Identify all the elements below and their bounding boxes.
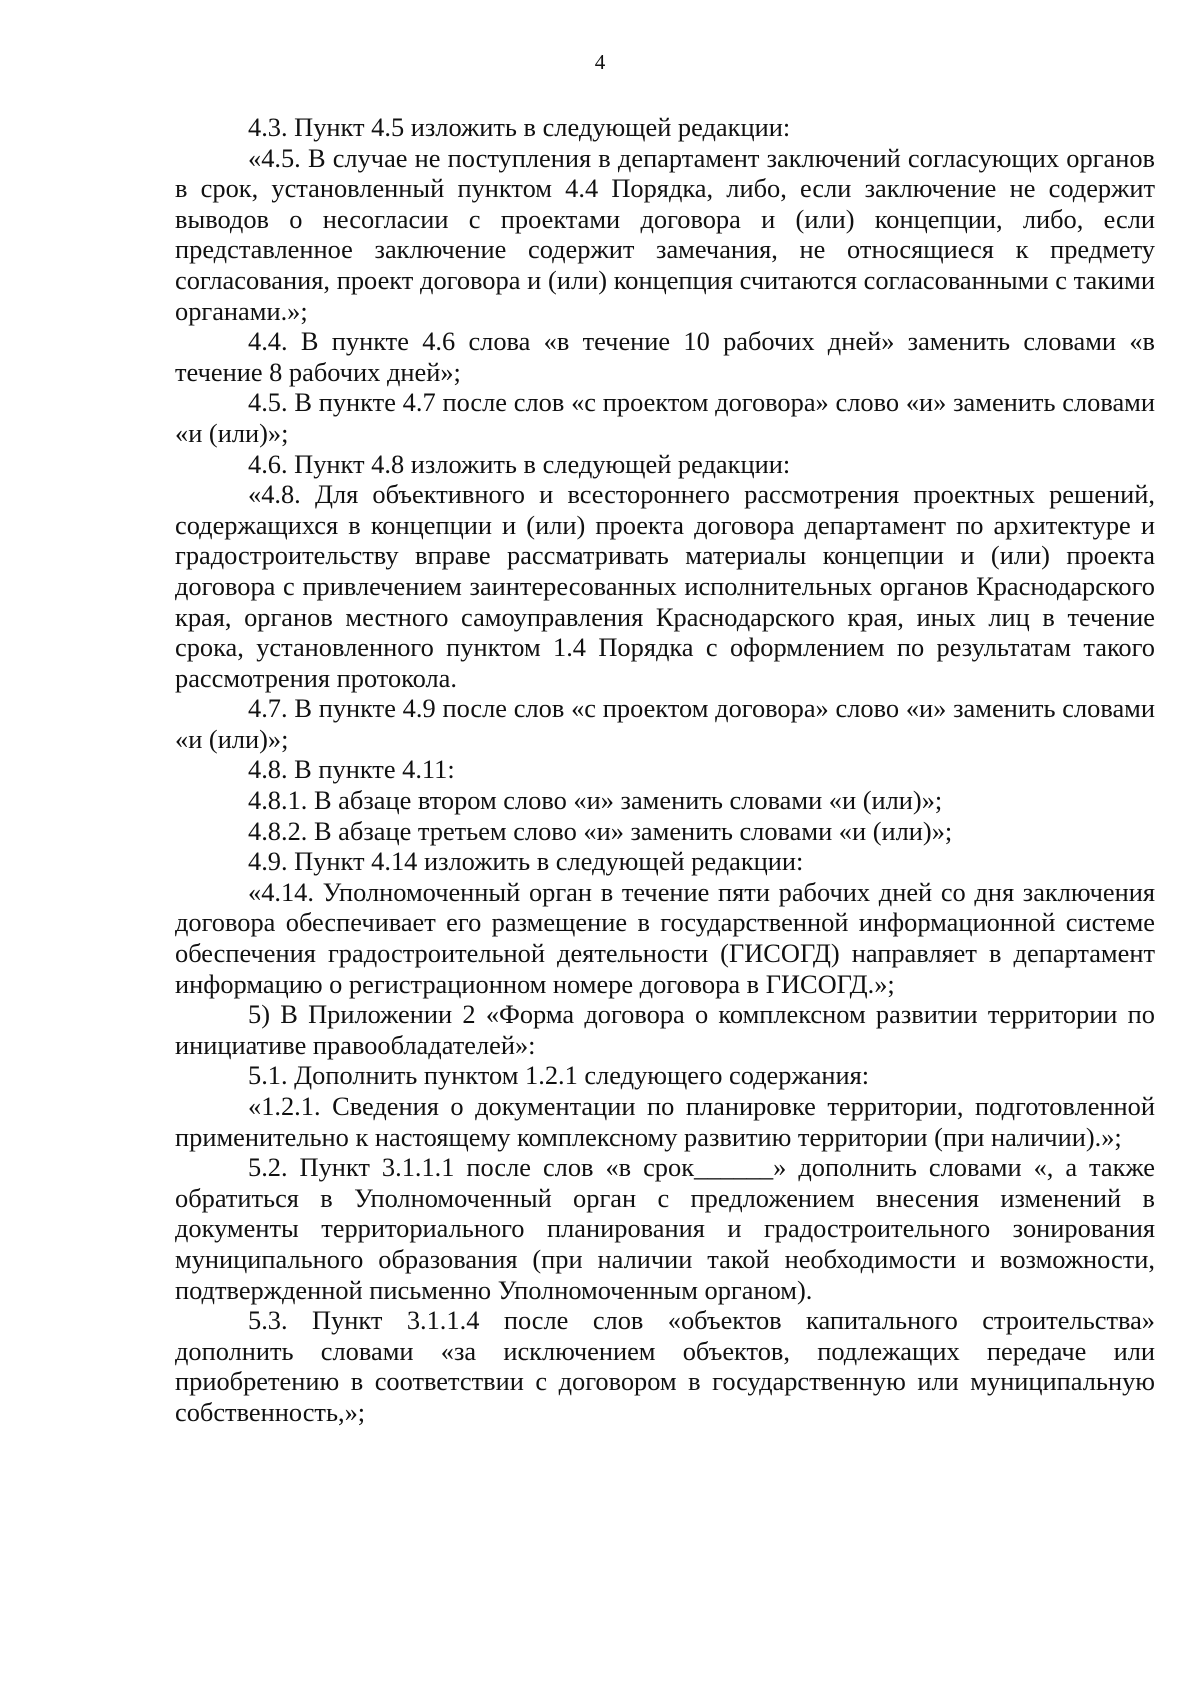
paragraph-5-3: 5.3. Пункт 3.1.1.4 после слов «объектов капитального строительства» дополнить словами «за исключением объектов, подлежащих передаче или приобретению в соответствии с договором в государственную или муниципальную собственность,»;	[175, 1305, 1155, 1427]
paragraph-4-9: 4.9. Пункт 4.14 изложить в следующей редакции:	[248, 846, 804, 877]
paragraph-4-5: 4.5. В пункте 4.7 после слов «с проектом договора» слово «и» заменить словами «и (или)»;	[175, 387, 1155, 448]
paragraph-4-8: 4.8. В пункте 4.11:	[248, 754, 455, 785]
paragraph-4-6: 4.6. Пункт 4.8 изложить в следующей редакции:	[248, 448, 791, 479]
paragraph-quote-4-5: «4.5. В случае не поступления в департамент заключений согласующих органов в срок, установленный пунктом 4.4 Порядка, либо, если заключение не содержит выводов о несогласии с проектами договора и (или) концепции, либо, если представленное заключение содержит замечания, не относящиеся к предмету согласования, проект договора и (или) концепция считаются согласованными с такими органами.»;	[175, 142, 1155, 326]
paragraph-4-3: 4.3. Пункт 4.5 изложить в следующей редакции:	[248, 112, 791, 142]
paragraph-quote-4-8: «4.8. Для объективного и всестороннего рассмотрения проектных решений, содержащихся в концепции и (или) проекта договора департамент по архитектуре и градостроительству вправе рассматривать материалы концепции и (или) проекта договора с привлечением заинтересованных исполнительных органов Краснодарского края, органов местного самоуправления Краснодарского края, иных лиц в течение срока, установленного пунктом 1.4 Порядка с оформлением по результатам такого рассмотрения протокола.	[175, 479, 1155, 693]
paragraph-4-4: 4.4. В пункте 4.6 слова «в течение 10 рабочих дней» заменить словами «в течение 8 рабочих дней»;	[175, 326, 1155, 387]
document-body	[175, 112, 1155, 1428]
paragraph-5-1: 5.1. Дополнить пунктом 1.2.1 следующего содержания:	[248, 1060, 870, 1091]
paragraph-quote-4-14: «4.14. Уполномоченный орган в течение пяти рабочих дней со дня заключения договора обеспечивает его размещение в государственной информационной системе обеспечения градостроительной деятельности (ГИСОГД) направляет в департамент информацию о регистрационном номере договора в ГИСОГД.»;	[175, 876, 1155, 999]
paragraph-quote-1-2-1: «1.2.1. Сведения о документации по планировке территории, подготовленной применительно к настоящему комплексному развитию территории (при наличии).»;	[175, 1091, 1155, 1152]
paragraph-5: 5) В Приложении 2 «Форма договора о комплексном развитии территории по инициативе правообладателей»:	[175, 999, 1155, 1060]
page-number: 4	[594, 50, 606, 74]
paragraph-4-8-2: 4.8.2. В абзаце третьем слово «и» заменить словами «и (или)»;	[248, 815, 953, 846]
paragraph-4-8-1: 4.8.1. В абзаце втором слово «и» заменить словами «и (или)»;	[248, 785, 943, 816]
paragraph-4-7: 4.7. В пункте 4.9 после слов «с проектом договора» слово «и» заменить словами «и (или)»;	[175, 693, 1155, 754]
paragraph-5-2: 5.2. Пункт 3.1.1.1 после слов «в срок______» дополнить словами «, а также обратиться в Уполномоченный орган с предложением внесения изменений в документы территориального планирования и градостроительного зонирования муниципального образования (при наличии такой необходимости и возможности, подтвержденной письменно Уполномоченным органом).	[175, 1152, 1155, 1305]
